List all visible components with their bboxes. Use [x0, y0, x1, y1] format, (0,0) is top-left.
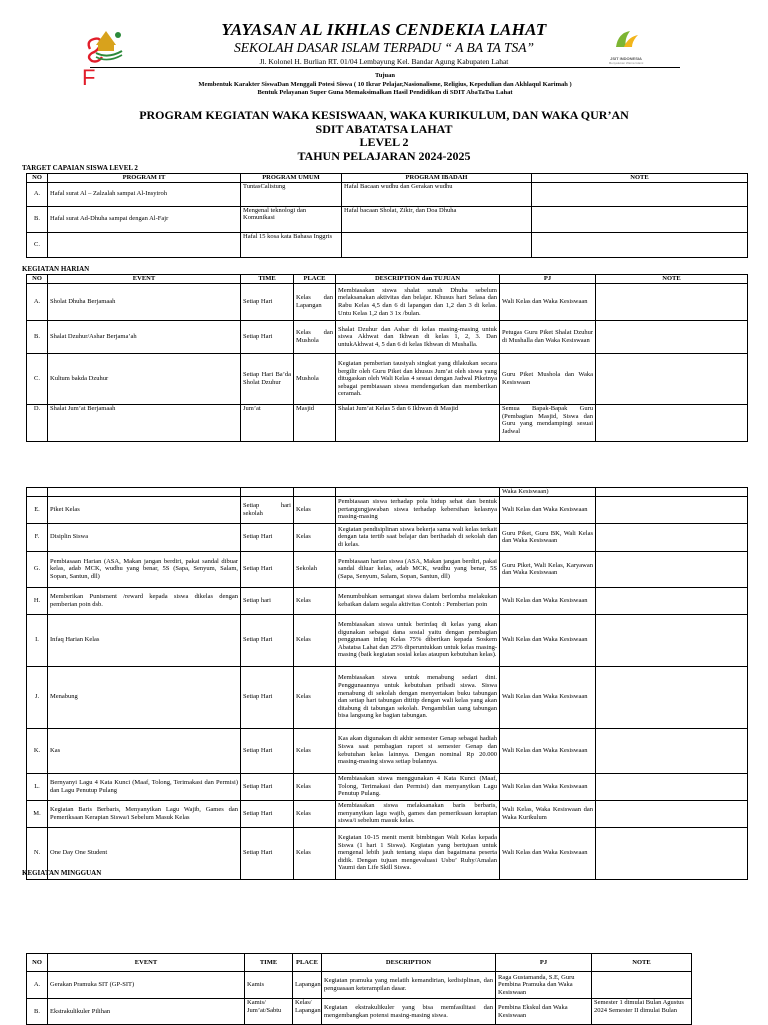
cell-place: Kelas: [294, 496, 336, 523]
table-row: [27, 666, 748, 728]
cell-program-ibadah: Hafal bacaan Sholat, Zikir, dan Doa Dhuha: [342, 206, 532, 232]
cell-no: E.: [27, 496, 48, 523]
cell-note: [596, 800, 748, 827]
cell-time: Kamis: [245, 972, 293, 999]
table-row: [27, 551, 748, 587]
cell-pj: Semua Bapak-Bapak Guru (Pembagian Masjid, Siswa dan Guru yang mendampingi sesuai Jadwal: [500, 405, 596, 442]
col-header: NO: [27, 275, 48, 284]
cell-time: Setiap Hari Ba’da Sholat Dzuhur: [241, 354, 294, 405]
cell-no: L.: [27, 773, 48, 800]
title-line-1: PROGRAM KEGIATAN WAKA KESISWAAN, WAKA KURIKULUM, DAN WAKA QUR’AN: [139, 108, 629, 122]
cell-note: [596, 666, 748, 728]
cell-pj: Wali Kelas dan Waka Kesiswaan: [500, 728, 596, 773]
cell-place: Masjid: [294, 405, 336, 442]
table-row: [27, 232, 748, 257]
cell-event: Disiplin Siswa: [48, 523, 241, 551]
mingguan-header-row: [27, 954, 692, 972]
cell-note: [596, 728, 748, 773]
cell-program-umum: TuntasCalistung: [241, 182, 342, 206]
table-row: [27, 206, 748, 232]
cell-time: Setiap Hari: [241, 551, 294, 587]
col-header: PJ: [496, 954, 592, 972]
table-row: [27, 800, 748, 827]
col-header: NO: [27, 954, 48, 972]
harian-table-continued: [26, 487, 748, 880]
table-row: [27, 587, 748, 614]
cell-place: Mushola: [294, 354, 336, 405]
cell-no: B.: [27, 321, 48, 354]
cell-no: D.: [27, 405, 48, 442]
cell-no: C.: [27, 354, 48, 405]
table-row: [27, 827, 748, 879]
cell-no: A.: [27, 284, 48, 321]
jsit-logo-text: JSIT INDONESIA: [610, 56, 642, 61]
table-row: [27, 496, 748, 523]
cell-note: [592, 972, 692, 999]
col-header: EVENT: [48, 954, 245, 972]
title-line-4: TAHUN PELAJARAN 2024-2025: [297, 148, 471, 163]
cell-program-umum: Mengenal teknologi dan Komunikasi: [241, 206, 342, 232]
cell-pj: Wali Kelas dan Waka Kesiswaan: [500, 666, 596, 728]
cell-event: Sholat Dhuha Berjamaah: [48, 284, 241, 321]
cell-program-it: [48, 232, 241, 257]
cell-program-it: Hafal surat Al – Zalzalah sampai Al-Insyiroh: [48, 182, 241, 206]
document-title: [60, 109, 708, 163]
cell-note: [596, 354, 748, 405]
col-header: NOTE: [596, 275, 748, 284]
cell-pj: Wali Kelas dan Waka Kesiswaan: [500, 284, 596, 321]
cell-note: [596, 587, 748, 614]
cell-no: A.: [27, 182, 48, 206]
table-row: [27, 972, 692, 999]
cell-description: Kas akan digunakan di akhir semester Genap sebagai hadiah Siswa saat pembagian raport si semester Genap dan kebutuhan kelas lainnya. Dengan nominal Rp 20.000 masing-masing siswa setiap bulannya.: [336, 728, 500, 773]
cell-event: Kas: [48, 728, 241, 773]
col-header: PROGRAM IT: [48, 174, 241, 183]
cell-pj: Guru Piket, Guru BK, Wali Kelas dan Waka Kesiswaan: [500, 523, 596, 551]
cell-note: [596, 496, 748, 523]
cell-no: A.: [27, 972, 48, 999]
cell-place: Kelas dan Mushola: [294, 321, 336, 354]
cell-description: Kegiatan pendisiplinan siswa bekerja sama wali kelas terkait dengan tata tertib saat belajar dan berihadah di sekolah dan di kelas.: [336, 523, 500, 551]
cell-no: B.: [27, 206, 48, 232]
col-header: TIME: [241, 275, 294, 284]
cell-description: Membiasakan siswa menggunakan 4 Kata Kunci (Maaf, Tolong, Terimakasi dan Permisi) dan menyanyikan Lagu Penutup Pulang.: [336, 773, 500, 800]
cell-pj: Pembina Ekskul dan Waka Kesiswaan: [496, 999, 592, 1025]
cell-place: Kelas dan Lapangan: [294, 284, 336, 321]
col-header: EVENT: [48, 275, 241, 284]
title-line-3: LEVEL 2: [359, 135, 409, 149]
table-row: [27, 284, 748, 321]
cell-note: Semester 1 dimulai Bulan Agustus 2024 Semester II dimulai Bulan: [592, 999, 692, 1025]
cell-event: Shalat Jum’at Berjamaah: [48, 405, 241, 442]
cell-note: [532, 182, 748, 206]
cell-time: Setiap Hari: [241, 800, 294, 827]
table-row: [27, 405, 748, 442]
col-header: DESCRIPTION dan TUJUAN: [336, 275, 500, 284]
cell-description: Shalat Jum’at Kelas 5 dan 6 Ikhwan di Masjid: [336, 405, 500, 442]
tujuan-block: [150, 72, 620, 98]
col-header: PLACE: [294, 275, 336, 284]
cell-pj: Wali Kelas dan Waka Kesiswaan: [500, 614, 596, 666]
cell-time: Jum’at: [241, 405, 294, 442]
cell-note: [596, 614, 748, 666]
jsit-logo: [608, 27, 644, 67]
table-row: [27, 999, 692, 1025]
cell-no: N.: [27, 827, 48, 879]
cell-note: [532, 206, 748, 232]
cell-event: Piket Kelas: [48, 496, 241, 523]
cell-place: Kelas/ Lapangan: [293, 999, 322, 1025]
harian-label: KEGIATAN HARIAN: [22, 265, 90, 273]
table-row: [27, 614, 748, 666]
cell-pj: Wali Kelas, Waka Kesiswaan dan Waka Kurikulum: [500, 800, 596, 827]
cell-place: Kelas: [294, 587, 336, 614]
cell-no: M.: [27, 800, 48, 827]
col-header: PLACE: [293, 954, 322, 972]
cell-note: [532, 232, 748, 257]
cell-time: Setiap hari: [241, 587, 294, 614]
foundation-name: YAYASAN AL IKHLAS CENDEKIA LAHAT: [221, 20, 547, 39]
cell-time: Setiap Hari: [241, 773, 294, 800]
table-row: [27, 354, 748, 405]
col-header: DESCRIPTION: [322, 954, 496, 972]
cell-description: Membiasakan siswa melaksanakan baris berbaris, menyanyikan lagu wajib, games dan pemeriksaan kerapian siswa/i sebelum masuk kelas.: [336, 800, 500, 827]
col-header: PROGRAM IBADAH: [342, 174, 532, 183]
cell-event: Kegiatan Baris Berbaris, Menyanyikan Lagu Wajib, Games dan Pemeriksaan Kerapian Siswa/i Sebelum Masuk Kelas: [48, 800, 241, 827]
cell-note: [596, 773, 748, 800]
col-header: NOTE: [532, 174, 748, 183]
cell-time: Setiap Hari: [241, 284, 294, 321]
cell-no: B.: [27, 999, 48, 1025]
table-row: [27, 523, 748, 551]
tujuan-heading: Tujuan: [375, 72, 395, 79]
tujuan-line-1: Membentuk Karakter SiswaDan Menggali Potesi Siswa ( 10 Ikrar Pelajar,Nasionalisme, Religius, Kepedulian dan Akhlaqul Karimah ): [198, 80, 572, 88]
cell-pj: Wali Kelas dan Waka Kesiswaan: [500, 587, 596, 614]
cell-time: Kamis/ Jum’at/Sabtu: [245, 999, 293, 1025]
col-header: NO: [27, 174, 48, 183]
cell-pj: Petugas Guru Piket Shalat Dzuhur di Mushalla dan Waka Kesiswaan: [500, 321, 596, 354]
cell-description: Kegiatan pemberian tausiyah singkat yang dilakukan secara bergilir oleh Guru Piket dan khusus Jum’at oleh siswa yang ditugaskan oleh Wali Kelas 4 sesuai dengan Jadwal Piketnya sebagai pembiasaan siswa mendengarkan dan memberikan ceramah.: [336, 354, 500, 405]
cell-description: Kegiatan pramuka yang melatih kemandirian, kedisiplinan, dan penguasaan keterampilan dasar.: [322, 972, 496, 999]
cell-pj: Wali Kelas dan Waka Kesiswaan: [500, 496, 596, 523]
cell-place: Lapangan: [293, 972, 322, 999]
cell-event: One Day One Student: [48, 827, 241, 879]
cell-no: G.: [27, 551, 48, 587]
col-header: TIME: [245, 954, 293, 972]
cell-note: [596, 405, 748, 442]
cell-no: J.: [27, 666, 48, 728]
cell-pj: Raga Gustamanda, S.E, Guru Pembina Pramuka dan Waka Kesiswaan: [496, 972, 592, 999]
cell-program-ibadah: [342, 232, 532, 257]
school-address: Jl. Kolonel H. Burlian RT. 01/04 Lembayung Kel. Bandar Agung Kabupaten Lahat: [259, 57, 509, 66]
cell-time: Setiap hari sekolah: [241, 496, 294, 523]
cell-description: Membiasakan siswa shalat sunah Dhuha sebelum melaksanakan aktivitas dan belajar. Khusus hari Selasa dan Rabu Kelas 4,5 dan 6 di lapangan dan 1,2 dan 3 di kelas. Untu Kelas 1,2 dan 3 1x /bulan.: [336, 284, 500, 321]
target-table: [26, 173, 748, 258]
cell-description: Shalat Dzuhur dan Ashar di kelas masing-masing untuk siswa Akhwat dan Ikhwan di kelas 1, 2, 3. Dan untukAkhwat 4, 5 dan 6 di kelas Ikhwan di Mushalla.: [336, 321, 500, 354]
logo-letter: F: [82, 65, 96, 90]
cell-description: Pembiasaan siswa terhadap pola hidup sehat dan bentuk pertangungjawaban siswa terhadap kebersihan kelasnya masing-masing: [336, 496, 500, 523]
harian-table: [26, 274, 748, 442]
cell-no: I.: [27, 614, 48, 666]
cell-place: Kelas: [294, 800, 336, 827]
cell-time: Setiap Hari: [241, 666, 294, 728]
cell-description: Kegiatan 10-15 menit menit bimbingan Wali Kelas kepada Siswa (1 hari 1 Siswa). Kegiatan yang bertujuan untuk mengenal lebih jauh tentang siapa dan bagaimana peserta didik. Dengan tujuan mengevaluasi Usbu’ Ruhy/Amalan Yaumi dan Life Skill Siswa.: [336, 827, 500, 879]
mingguan-label: KEGIATAN MINGGUAN: [22, 869, 102, 877]
cell-pj: Guru Piket Mushola dan Waka Kesiswaan: [500, 354, 596, 405]
cell-event: Menabung: [48, 666, 241, 728]
cell-place: Sekolah: [294, 551, 336, 587]
cell-note: [596, 827, 748, 879]
cell-program-ibadah: Hafal Bacaan wudhu dan Gerakan wudhu: [342, 182, 532, 206]
col-header: PROGRAM UMUM: [241, 174, 342, 183]
cell-pj: Wali Kelas dan Waka Kesiswaan: [500, 773, 596, 800]
cell-event: Kultum bakda Dzuhur: [48, 354, 241, 405]
tujuan-line-2: Bentuk Pelayanan Super Guna Memaksimalkan Hasil Pendidikan di SDIT AbaTaTsa Lahat: [257, 89, 513, 96]
cell-event: Memberikan Punisment /reward kepada siswa dikelas dengan pemberian poin dsb.: [48, 587, 241, 614]
col-header: NOTE: [592, 954, 692, 972]
cell-program-umum: Hafal 15 kosa kata Bahasa Inggris: [241, 232, 342, 257]
target-label: TARGET CAPAIAN SISWA LEVEL 2: [22, 164, 138, 172]
cell-event: Ekstrakulikuler Pilihan: [48, 999, 245, 1025]
cell-event: Bernyanyi Lagu 4 Kata Kunci (Maaf, Tolong, Terimakasi dan Permisi) dan Lagu Penutup Pulang: [48, 773, 241, 800]
cell-description: Pembiasaan harian siswa (ASA, Makan jangan berdiri, pakai sandal diluar kelas, adab MCK, wudhu yang benar, 5S (Sapa, Senyum, Salam, Sopan, Santun, dll): [336, 551, 500, 587]
cell-note: [596, 523, 748, 551]
cell-note: [596, 284, 748, 321]
cell-place: Kelas: [294, 728, 336, 773]
cell-time: Setiap Hari: [241, 614, 294, 666]
target-header-row: [27, 174, 748, 183]
cell-no: C.: [27, 232, 48, 257]
mingguan-table: [26, 953, 692, 1025]
cell-event: Pembiasaan Harian (ASA, Makan jangan berdiri, pakai sandal dibuar kelas, adab MCK, wudhu yang benar, 5S (Sapa, Senyum, Salam, Sopan, Santun, dll): [48, 551, 241, 587]
cell-event: Gerakan Pramuka SIT (GP-SIT): [48, 972, 245, 999]
table-row: [27, 773, 748, 800]
cell-event: Infaq Harian Kelas: [48, 614, 241, 666]
cell-pj: Waka Kesiswaan): [500, 488, 596, 497]
cell-note: [596, 551, 748, 587]
cell-description: Menumbuhkan semangat siswa dalam berlomba melakukan kebaikan dalam segala aktivitas Contoh : Pemberian poin: [336, 587, 500, 614]
cell-note: [596, 321, 748, 354]
col-header: PJ: [500, 275, 596, 284]
cell-description: Membiasakan siswa untuk menabung sedari dini. Penggunaannya untuk kebutuhan pribadi siswa. Siswa menabung di sekolah dengan menyertakan buku tabungan dan setiap hari tabungan dititip dengan wali kelas yang akan ditabung di tabungan sekolah. Pengambilan uang tabungan bisa langsung ke bagian tabungan.: [336, 666, 500, 728]
cell-time: Setiap Hari: [241, 523, 294, 551]
cell-program-it: Hafal surat Ad-Dhuha sampai dengan Al-Fajr: [48, 206, 241, 232]
jsit-logo-tagline: Menyatukan Warna Islami: [608, 61, 644, 65]
cell-pj: Guru Piket, Wali Kelas, Karyawan dan Waka Kesiswaan: [500, 551, 596, 587]
header-divider: [90, 67, 680, 68]
cell-place: Kelas: [294, 523, 336, 551]
cell-pj: Wali Kelas dan Waka Kesiswaan: [500, 827, 596, 879]
cell-time: Setiap Hari: [241, 827, 294, 879]
cell-event: Shalat Dzuhur/Ashar Berjama’ah: [48, 321, 241, 354]
cell-no: K.: [27, 728, 48, 773]
cell-no: H.: [27, 587, 48, 614]
harian-header-row: [27, 275, 748, 284]
cell-description: Kegiatan ekstrakulikuler yang bisa memfasilitasi dan mengembangkan potensi masing-masing siswa.: [322, 999, 496, 1025]
table-row: [27, 728, 748, 773]
school-name: SEKOLAH DASAR ISLAM TERPADU “ A BA TA TSA”: [233, 40, 535, 55]
cell-no: F.: [27, 523, 48, 551]
table-row: [27, 182, 748, 206]
table-row: [27, 321, 748, 354]
cell-place: Kelas: [294, 827, 336, 879]
title-line-2: SDIT ABATATSA LAHAT: [315, 121, 453, 136]
cell-place: Kelas: [294, 773, 336, 800]
cell-time: Setiap Hari: [241, 321, 294, 354]
table-row-continuation: [27, 488, 748, 497]
cell-place: Kelas: [294, 666, 336, 728]
cell-place: Kelas: [294, 614, 336, 666]
cell-description: Membiasakan siswa untuk berinfaq di kelas yang akan digunakan sebagai dana sosial yaitu dengan pembagian penggunaan infaq Kelas 75% diberikan kepada Soskem Abatatsa Lahat dan 25% diperuntukkan untuk kelas masing-masing (baik kegiatan sosial kelas ataupun kebutuhan kelas).: [336, 614, 500, 666]
cell-time: Setiap Hari: [241, 728, 294, 773]
